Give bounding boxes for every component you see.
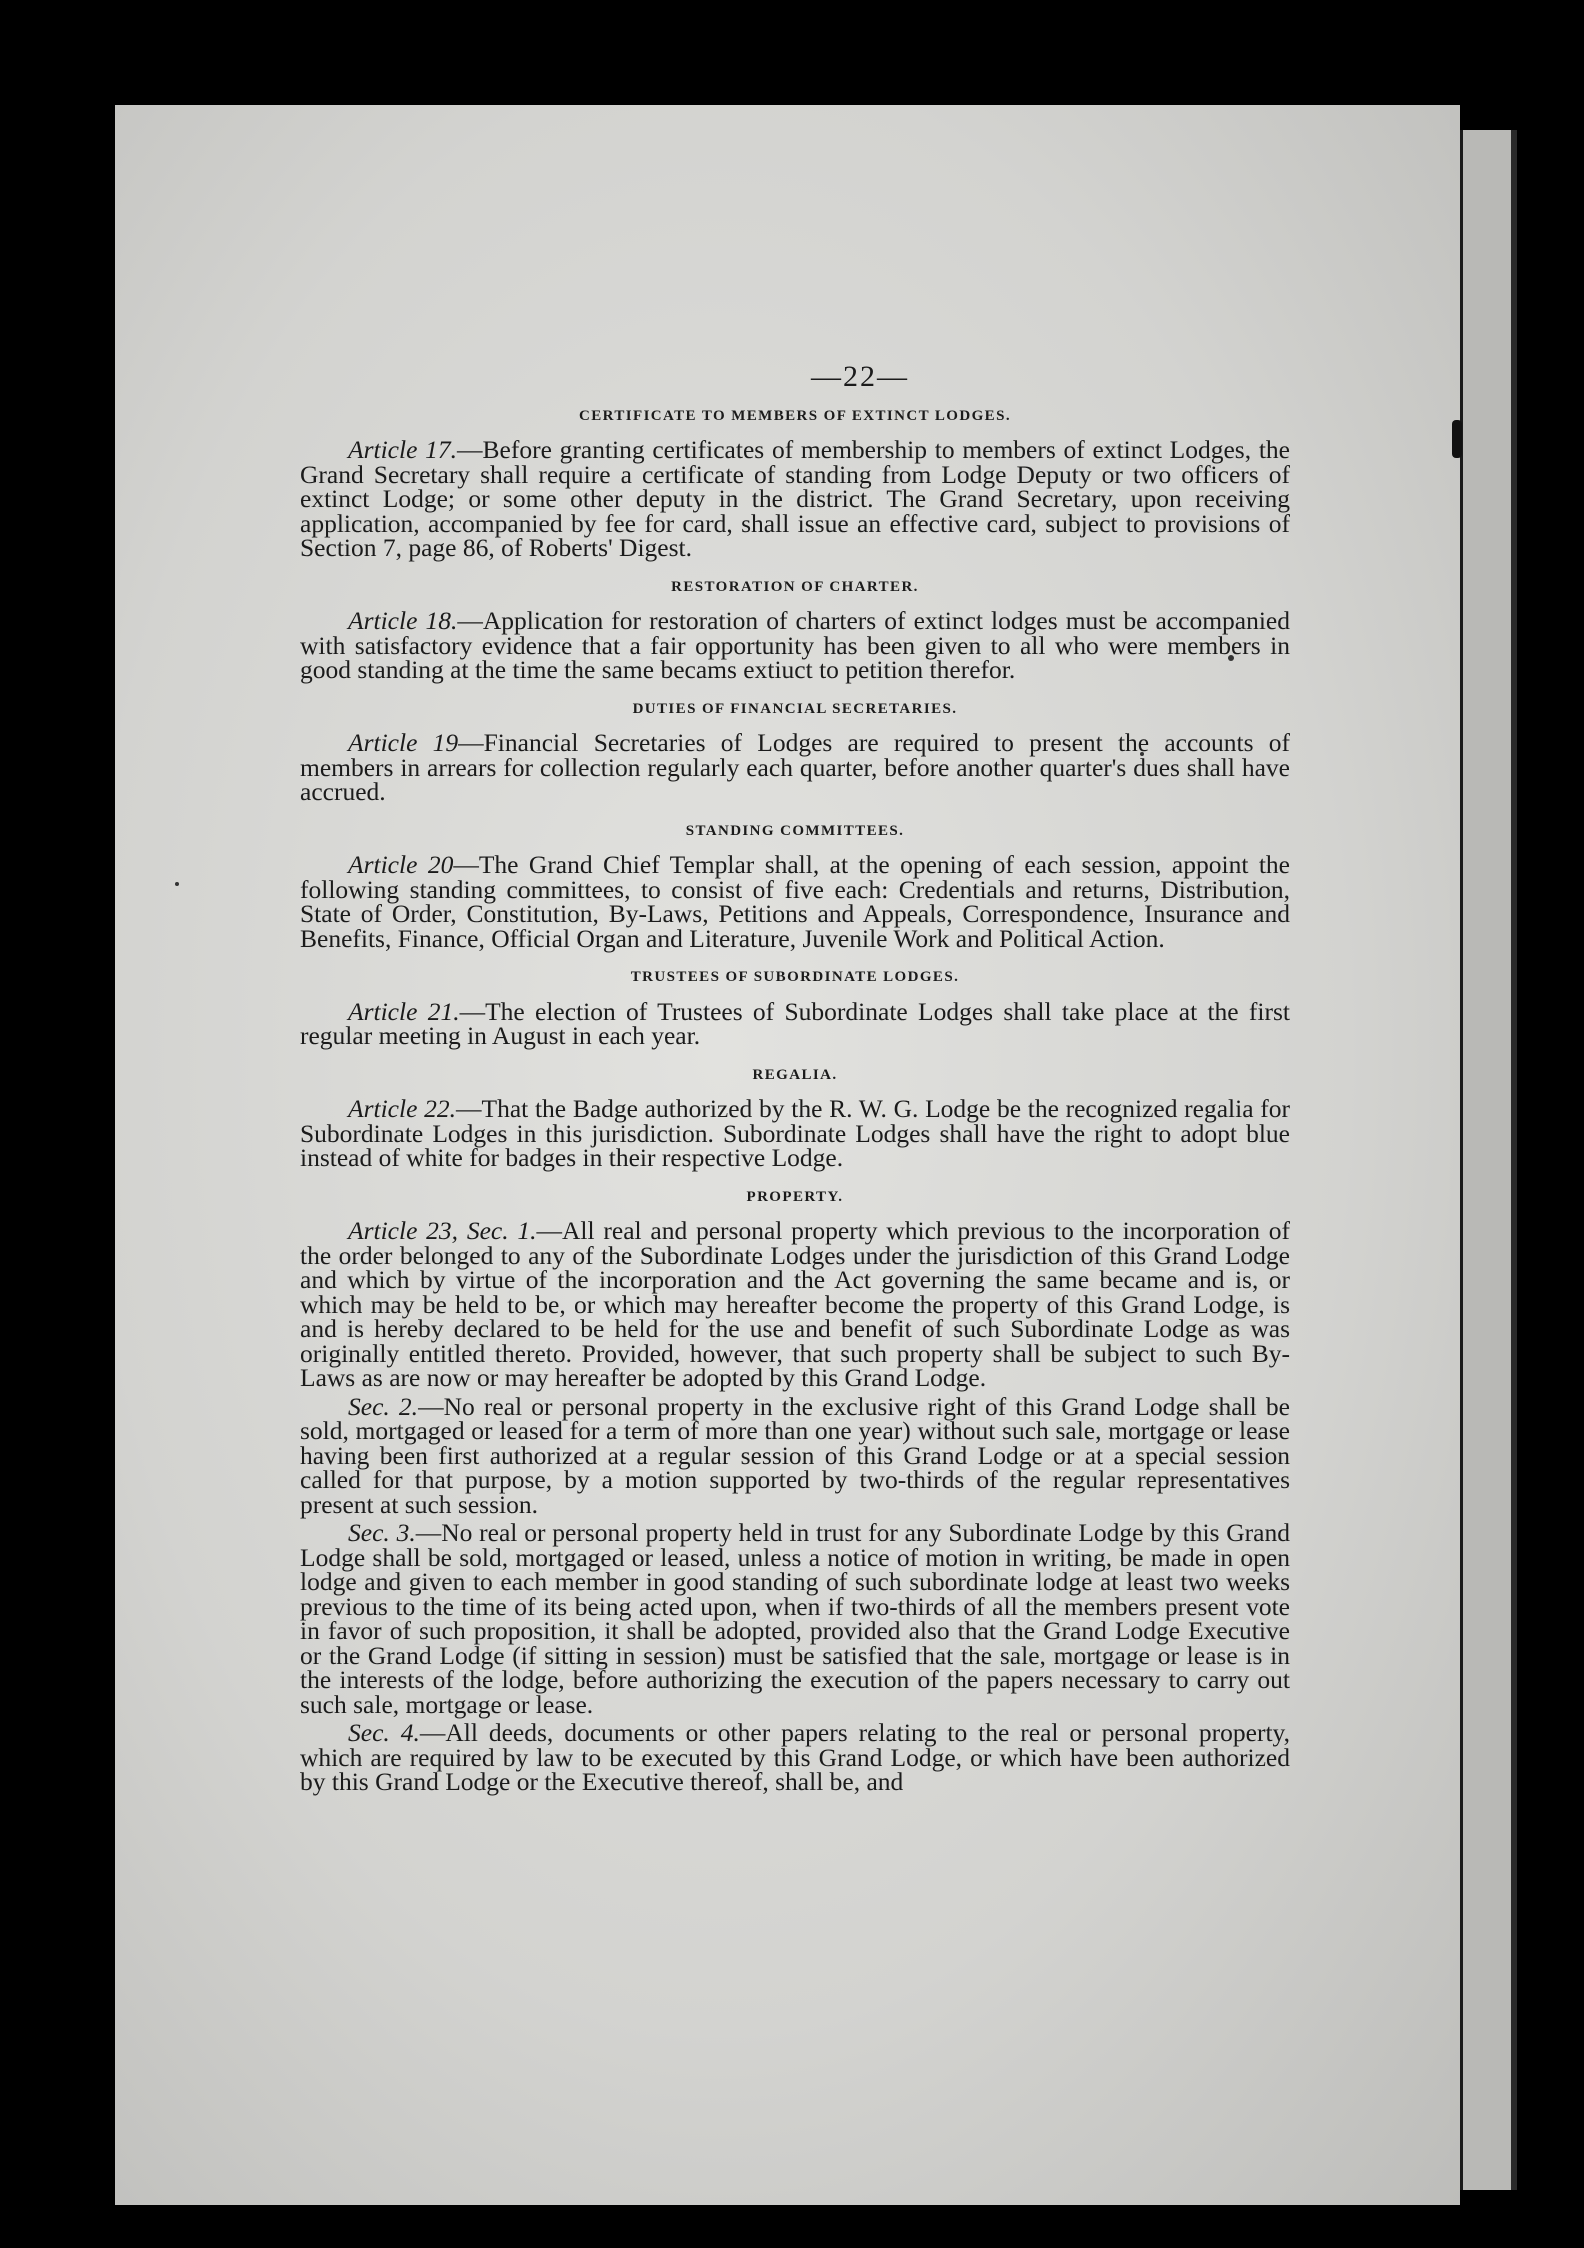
section-heading: DUTIES OF FINANCIAL SECRETARIES. <box>632 700 958 717</box>
article-text: —The Grand Chief Templar shall, at the opening of each session, appoint the following standing committees, to consist of five each: Credentials and returns, Distribution, State of Order, Constitution, By-Laws, Petitions and Appeals, Correspondence, Insurance and Benefits, Finance, Official Organ and Literature, Juvenile Work and Political Action. <box>300 850 1290 953</box>
adjacent-page-edge <box>1460 130 1517 2190</box>
section-text: —No real or personal property held in trust for any Subordinate Lodge by this Grand Lodge shall be sold, mortgaged or leased, unless a notice of motion in writing, be made in open lodge and given to each member in good standing of such subordinate lodge at least two weeks previous to the time of its being acted upon, when if two-thirds of all the members present vote in favor of such proposition, it shall be adopted, provided also that the Grand Lodge Executive or the Grand Lodge (if sitting in session) must be satisfied that the sale, mortgage or lease is in the interests of the lodge, before authorizing the execution of the papers necessary to carry out such sale, mortgage or lease. <box>300 1518 1290 1719</box>
page-number: —22— <box>811 360 909 393</box>
section-regalia <box>300 1063 1290 1171</box>
section-financial-secretaries <box>300 697 1290 805</box>
section-heading: CERTIFICATE TO MEMBERS OF EXTINCT LODGES. <box>579 407 1011 424</box>
section-restoration <box>300 575 1290 683</box>
article-text: —Financial Secretaries of Lodges are required to present the accounts of members in arrears for collection regularly each quarter, before another quarter's dues shall have accrued. <box>300 728 1290 806</box>
section-heading: PROPERTY. <box>746 1188 844 1205</box>
section-paragraph <box>300 1718 1290 1796</box>
section-lead: Sec. 2. <box>348 1391 419 1421</box>
section-heading: REGALIA. <box>752 1066 838 1083</box>
article-text: —The election of Trustees of Subordinate Lodges shall take place at the first regular meeting in August in each year. <box>300 996 1291 1050</box>
article-lead: Article 20 <box>348 850 454 879</box>
article-paragraph <box>300 1094 1291 1172</box>
article-text: —Before granting certificates of membership to members of extinct Lodges, the Grand Secretary shall require a certificate of standing from Lodge Deputy or two officers of extinct Lodge; or some other deputy in the district. The Grand Secretary, upon receiving application, accompanied by fee for card, shall issue an effective card, subject to provisions of Section 7, page 86, of Roberts' Digest. <box>300 435 1290 562</box>
article-paragraph <box>300 850 1290 953</box>
section-heading: TRUSTEES OF SUBORDINATE LODGES. <box>630 969 960 985</box>
section-heading: RESTORATION OF CHARTER. <box>671 578 919 595</box>
section-paragraph <box>300 1518 1290 1719</box>
article-paragraph <box>300 1216 1290 1392</box>
section-lead: Sec. 3. <box>348 1518 416 1547</box>
section-property <box>300 1185 1290 1795</box>
article-text: —Application for restoration of charters of extinct lodges must be accompanied with satisfactory evidence that a fair opportunity has been given to all who were members in good standing at the time the same becams extiuct to petition therefor. <box>300 606 1290 684</box>
page-content <box>300 360 1291 1796</box>
section-heading: STANDING COMMITTEES. <box>685 822 905 839</box>
article-paragraph <box>300 728 1290 806</box>
article-lead: Article 17. <box>348 435 458 464</box>
article-lead: Article 21. <box>348 996 460 1026</box>
section-text: —All deeds, documents or other papers relating to the real or personal property, which are required by law to be executed by this Grand Lodge, or which have been authorized by this Grand Lodge or the Executive thereof, shall be, and <box>300 1718 1290 1796</box>
article-text: —All real and personal property which previous to the incorporation of the order belonged to any of the Subordinate Lodges under the jurisdiction of this Grand Lodge and which by virtue of the incorporation and the Act governing the same became and is, or which may be held to be, or which may hereafter become the property of this Grand Lodge, is and is hereby declared to be held for the use and benefit of such Subordinate Lodge as was originally entitled thereto. Provided, however, that such property shall be subject to such By-Laws as are now or may hereafter be adopted by this Grand Lodge. <box>300 1216 1290 1392</box>
section-trustees <box>300 965 1290 1049</box>
article-paragraph <box>300 435 1290 562</box>
section-lead: Sec. 4. <box>348 1718 420 1747</box>
binding-mark <box>1452 420 1462 458</box>
article-lead: Article 22. <box>348 1094 456 1123</box>
article-lead: Article 18. <box>348 606 458 635</box>
section-standing-committees <box>300 819 1290 952</box>
article-lead: Article 23, Sec. 1. <box>348 1216 537 1245</box>
section-text: —No real or personal property in the exclusive right of this Grand Lodge shall be sold, mortgaged or leased for a term of more than one year) without such sale, mortgage or lease having been first authorized at a regular session of this Grand Lodge or at a special session called for that purpose, by a motion supported by two-thirds of the regular representatives present at such session. <box>300 1391 1290 1519</box>
scan-speck <box>175 882 179 886</box>
article-paragraph <box>300 996 1291 1050</box>
section-paragraph <box>300 1391 1290 1519</box>
article-lead: Article 19 <box>348 728 459 757</box>
section-certificate <box>300 404 1290 561</box>
article-text: —That the Badge authorized by the R. W. G. Lodge be the recognized regalia for Subordinate Lodges in this jurisdiction. Subordinate Lodges shall have the right to adopt blue instead of white for badges in their respective Lodge. <box>300 1094 1291 1172</box>
article-paragraph <box>300 606 1290 684</box>
